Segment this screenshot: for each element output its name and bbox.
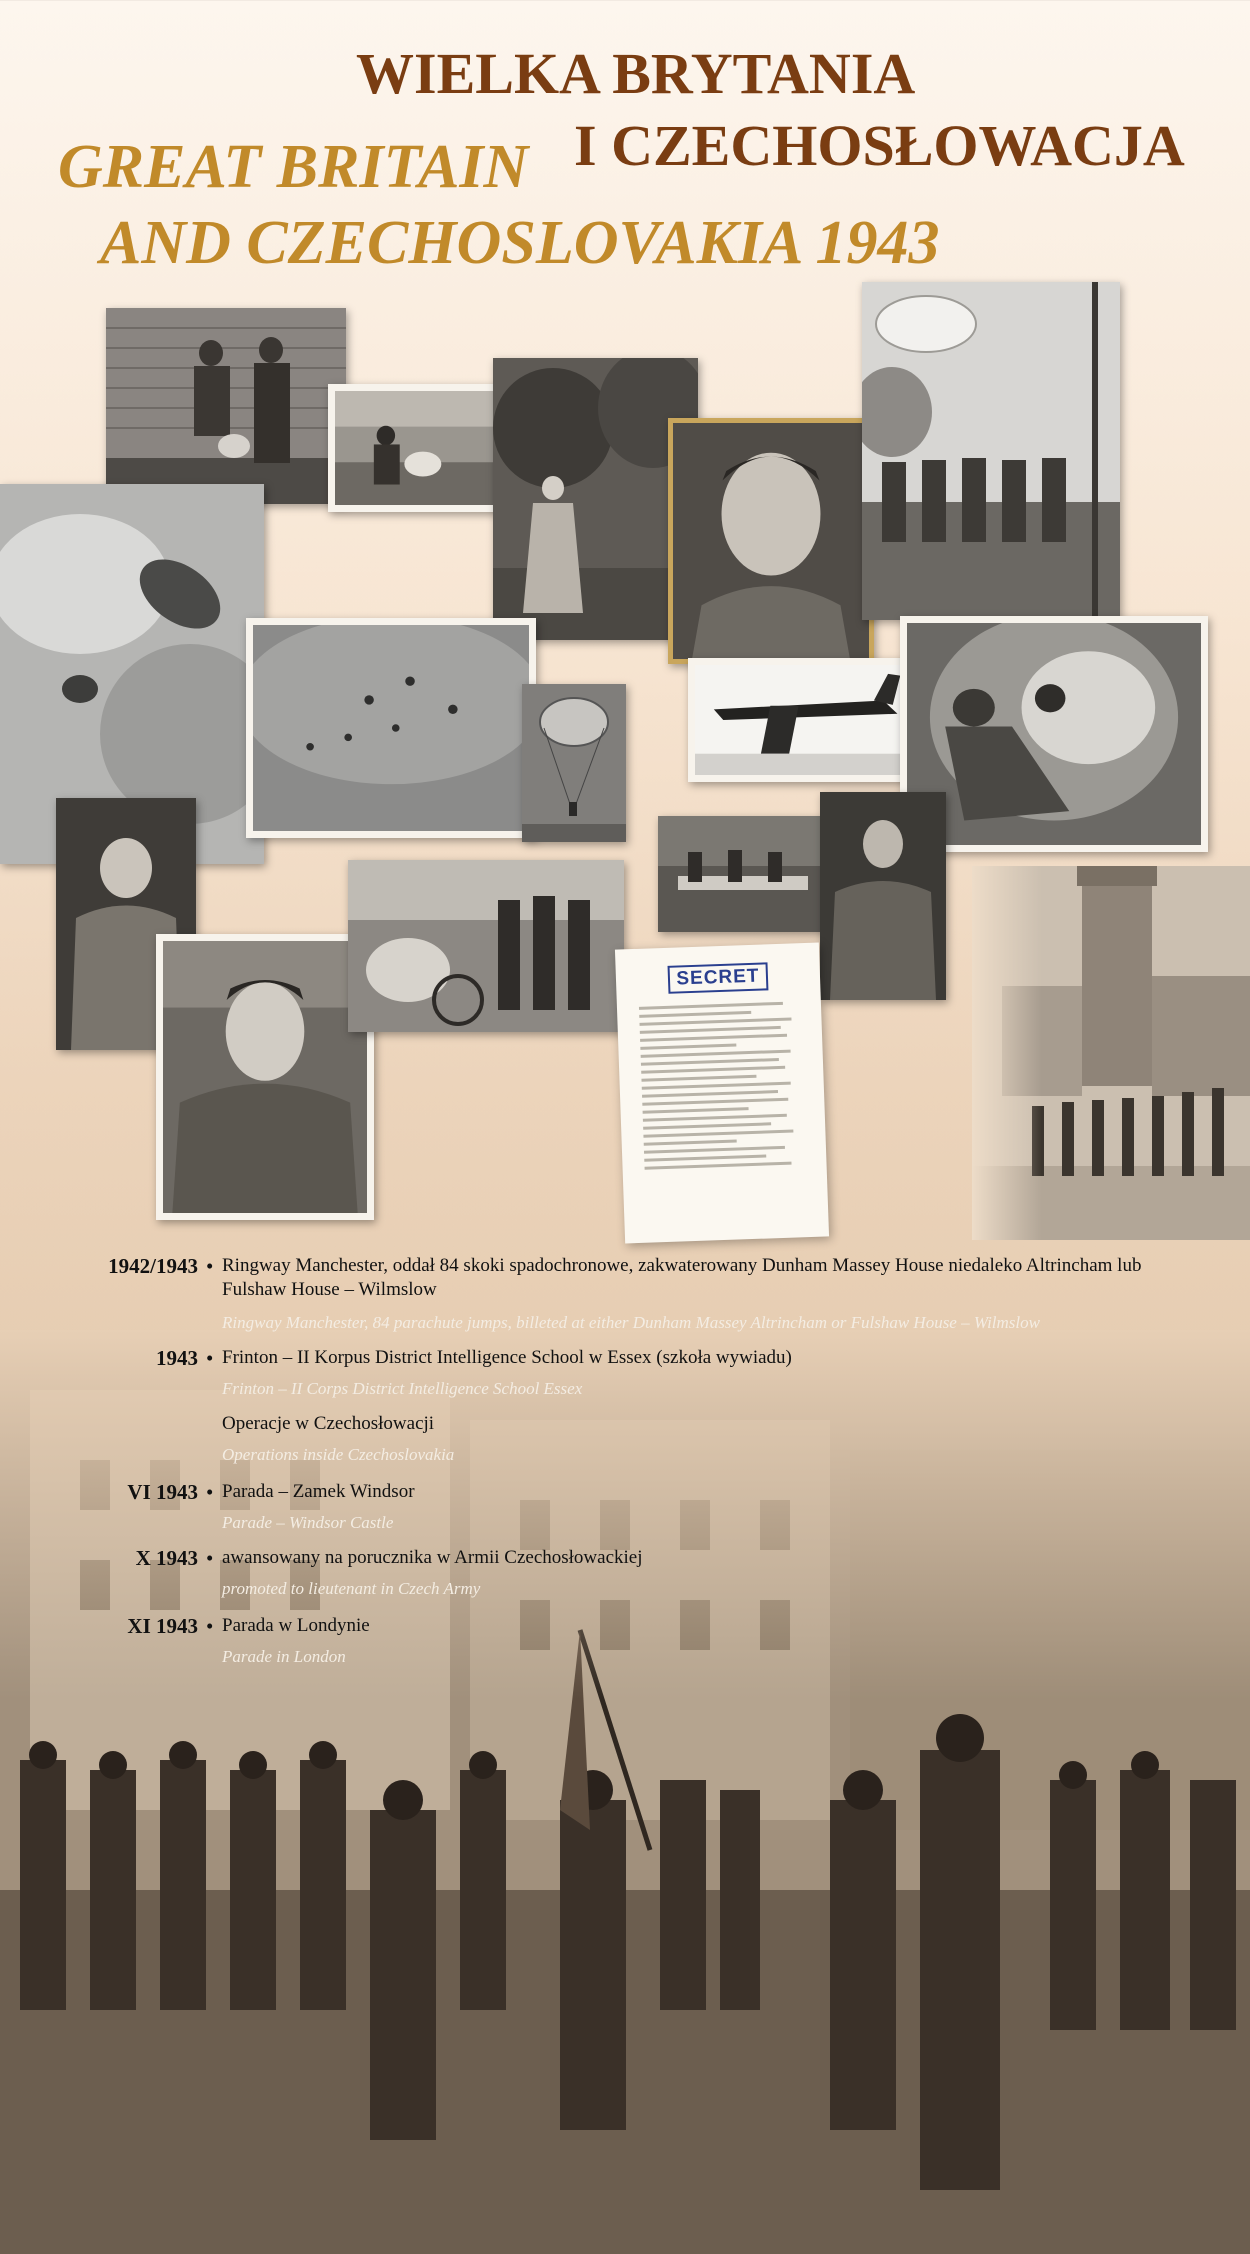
photo-london-parade [0, 1330, 1250, 2254]
photo-young-soldier-portrait [156, 934, 374, 1220]
secret-document [615, 943, 829, 1244]
photo-soldiers-with-cart [348, 860, 624, 1032]
photo-paratroopers-lined-up [862, 282, 1120, 620]
timeline-text-english: Operations inside Czechoslovakia [222, 1445, 455, 1464]
timeline-year: 1942/1943 [108, 1254, 198, 1278]
secret-stamp: SECRET [668, 962, 769, 993]
timeline-text-polish: awansowany na porucznika w Armii Czechosłowackiej [222, 1547, 643, 1568]
photo-paratroopers-inside-aircraft [900, 616, 1208, 852]
timeline-text-english: promoted to lieutenant in Czech Army [222, 1579, 481, 1598]
timeline-text-polish: Parada w Londynie [222, 1615, 370, 1636]
title-english-line-2: AND CZECHOSLOVAKIA 1943 [100, 209, 940, 277]
photo-paratroopers-in-sky [246, 618, 536, 838]
photo-soldier-with-dog [328, 384, 514, 512]
timeline-year: X 1943 [135, 1546, 198, 1570]
timeline-text-polish: Operacje w Czechosłowacji [222, 1413, 435, 1434]
photo-parachute-descent [522, 684, 626, 842]
timeline-year: 1943 [156, 1346, 198, 1370]
timeline-text-english: Parade – Windsor Castle [222, 1513, 394, 1532]
timeline-text-english: Parade in London [222, 1647, 346, 1666]
photo-soldier-in-uniform [820, 792, 946, 1000]
timeline-year: VI 1943 [127, 1480, 198, 1504]
photo-soldiers-brick-wall [106, 308, 346, 504]
bullet-icon: • [206, 1480, 214, 1504]
photo-officers-at-table [658, 816, 830, 932]
title-english-line-1: GREAT BRITAIN [58, 133, 529, 201]
timeline-text-polish: Ringway Manchester, oddał 84 skoki spadochronowe, zakwaterowany Dunham Massey House niedaleko Altrincham lub Fulshaw House – Wilmslow [222, 1255, 1142, 1300]
bullet-icon: • [206, 1546, 214, 1570]
timeline-text-english: Ringway Manchester, 84 parachute jumps, billeted at either Dunham Massey Altrincham or Fulshaw House – Wilmslow [222, 1313, 1040, 1332]
timeline-text-english: Frinton – II Corps District Intelligence School Essex [222, 1379, 583, 1398]
title-polish-line-2: I CZECHOSŁOWACJA [574, 113, 1185, 178]
bullet-icon: • [206, 1614, 214, 1638]
bullet-icon: • [206, 1346, 214, 1370]
bullet-icon: • [206, 1254, 214, 1278]
photo-portrait-officer [668, 418, 874, 664]
timeline-text-polish: Parada – Zamek Windsor [222, 1481, 415, 1502]
title-polish-line-1: WIELKA BRYTANIA [356, 41, 916, 106]
photo-windsor-castle-parade [972, 866, 1250, 1240]
timeline-text-polish: Frinton – II Korpus District Intelligence School w Essex (szkoła wywiadu) [222, 1347, 792, 1368]
timeline-year: XI 1943 [127, 1614, 198, 1638]
photo-bomber-aircraft [688, 658, 928, 782]
